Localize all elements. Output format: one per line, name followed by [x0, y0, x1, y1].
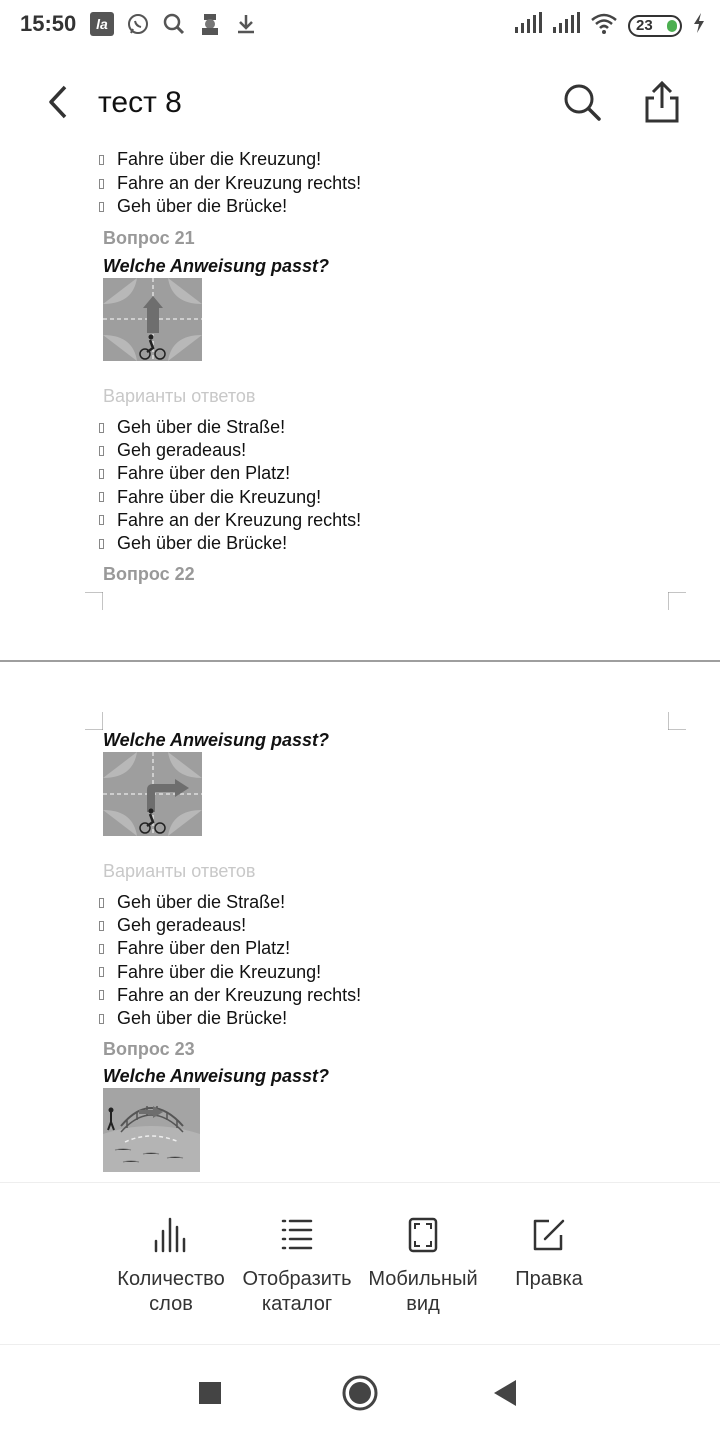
- recent-apps-icon: [190, 1373, 230, 1413]
- question-image: [103, 278, 202, 361]
- question-text: Welche Anweisung passt?: [103, 256, 330, 276]
- variants-label: Варианты ответов: [103, 861, 256, 881]
- system-nav-bar: [0, 1344, 720, 1440]
- edit-label: Правка: [515, 1268, 583, 1290]
- bullet-icon: [99, 492, 104, 502]
- list-item: Geh über die Brücke!: [103, 1007, 503, 1030]
- bullet-icon: [99, 515, 104, 525]
- search-icon: [562, 82, 602, 122]
- page-corner-mark: [85, 592, 103, 610]
- options-list: [103, 891, 503, 1030]
- word-count-button[interactable]: [108, 1183, 234, 1345]
- bullet-icon: [99, 155, 104, 165]
- bottom-toolbar: [0, 1182, 720, 1344]
- bar-chart-icon: [153, 1217, 189, 1253]
- page-corner-mark: [85, 712, 103, 730]
- page-corner-mark: [668, 592, 686, 610]
- charging-icon: [692, 12, 706, 39]
- word-count-label: Количество слов: [117, 1268, 225, 1315]
- show-catalog-button[interactable]: [234, 1183, 360, 1345]
- show-catalog-label: Отобразить каталог: [242, 1268, 352, 1315]
- bullet-icon: [99, 202, 104, 212]
- document-viewer[interactable]: [0, 150, 720, 1182]
- status-icons-left: [90, 12, 258, 36]
- home-button[interactable]: [340, 1373, 380, 1413]
- bullet-icon: [99, 179, 104, 189]
- list-item: Geh über die Straße!: [103, 891, 503, 914]
- status-bar: [0, 0, 720, 50]
- list-item: Geh geradeaus!: [103, 914, 503, 937]
- status-time: 15:50: [20, 11, 77, 36]
- question-label: Вопрос 22: [103, 564, 195, 584]
- list-item: Fahre an der Kreuzung rechts!: [103, 172, 361, 195]
- share-icon: [642, 80, 682, 124]
- list-icon: [279, 1217, 315, 1253]
- character-icon: [198, 12, 222, 36]
- search-app-icon: [162, 12, 186, 36]
- back-nav-button[interactable]: [486, 1373, 526, 1413]
- question-image: [103, 752, 202, 836]
- chevron-left-icon: [46, 84, 70, 120]
- mobile-view-icon: [405, 1217, 441, 1253]
- search-button[interactable]: [562, 82, 602, 122]
- bullet-icon: [99, 898, 104, 908]
- list-item: Geh über die Brücke!: [103, 532, 503, 555]
- list-item: Fahre über den Platz!: [103, 462, 503, 485]
- bullet-icon: [99, 539, 104, 549]
- question-image: [103, 1088, 200, 1172]
- list-item: Geh über die Straße!: [103, 416, 503, 439]
- battery-icon: [628, 15, 682, 37]
- list-item: Geh über die Brücke!: [103, 195, 287, 218]
- list-item: Fahre über die Kreuzung!: [103, 486, 503, 509]
- back-icon: [486, 1373, 526, 1413]
- bullet-icon: [99, 423, 104, 433]
- signal-icon: [552, 12, 580, 39]
- list-item: Fahre über die Kreuzung!: [103, 150, 321, 171]
- mobile-view-button[interactable]: [360, 1183, 486, 1345]
- edit-icon: [531, 1217, 567, 1253]
- page-separator: [0, 660, 720, 662]
- list-item: Fahre über den Platz!: [103, 937, 503, 960]
- recent-apps-button[interactable]: [190, 1373, 230, 1413]
- options-list: [103, 416, 503, 555]
- battery-level: 23: [636, 17, 653, 34]
- page-title: тест 8: [98, 86, 182, 119]
- bullet-icon: [99, 469, 104, 479]
- list-item: Fahre an der Kreuzung rechts!: [103, 509, 503, 532]
- bullet-icon: [99, 967, 104, 977]
- question-label: Вопрос 23: [103, 1039, 195, 1059]
- question-label: Вопрос 21: [103, 228, 195, 248]
- list-item: Geh geradeaus!: [103, 439, 503, 462]
- app-bar: [0, 50, 720, 150]
- bullet-icon: [99, 990, 104, 1000]
- back-button[interactable]: [38, 80, 78, 124]
- status-icons-right: [514, 12, 706, 39]
- battery-fill: [667, 20, 677, 32]
- variants-label: Варианты ответов: [103, 386, 256, 406]
- mobile-view-label: Мобильный вид: [368, 1268, 478, 1315]
- list-item: Fahre über die Kreuzung!: [103, 961, 503, 984]
- bullet-icon: [99, 446, 104, 456]
- download-icon: [234, 12, 258, 36]
- signal-icon: [514, 12, 542, 39]
- la-app-icon: la: [90, 12, 114, 36]
- bullet-icon: [99, 944, 104, 954]
- whatsapp-icon: [126, 12, 150, 36]
- question-text: Welche Anweisung passt?: [103, 730, 330, 750]
- list-item: Fahre an der Kreuzung rechts!: [103, 984, 503, 1007]
- home-icon: [340, 1373, 380, 1413]
- wifi-icon: [590, 12, 618, 39]
- page-corner-mark: [668, 712, 686, 730]
- share-button[interactable]: [642, 80, 682, 124]
- bullet-icon: [99, 1014, 104, 1024]
- bullet-icon: [99, 921, 104, 931]
- edit-button[interactable]: [486, 1183, 612, 1345]
- question-text: Welche Anweisung passt?: [103, 1066, 330, 1086]
